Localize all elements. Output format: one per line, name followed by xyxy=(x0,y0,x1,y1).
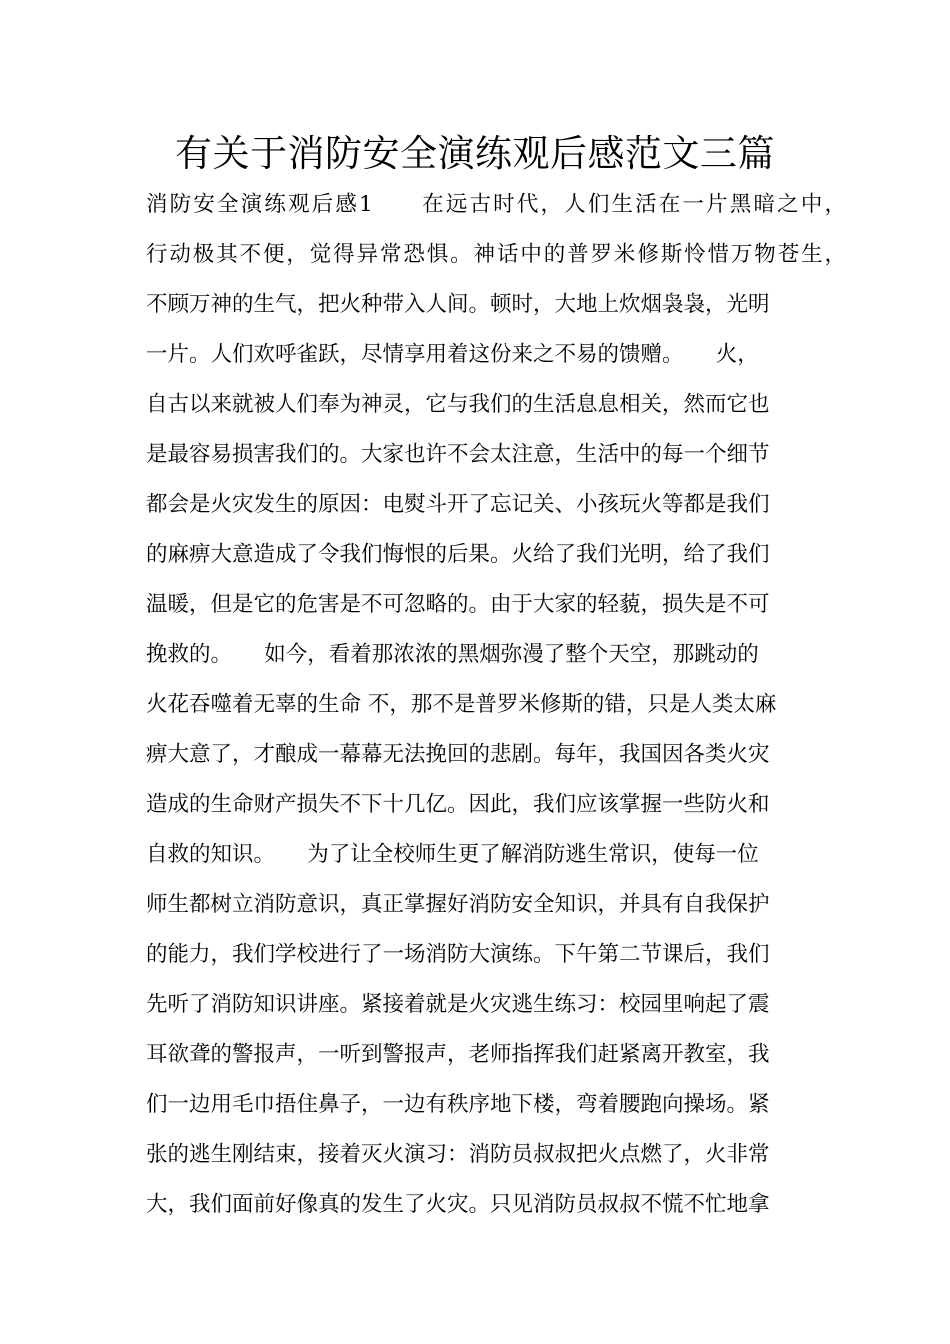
document-title: 有关于消防安全演练观后感范文三篇 xyxy=(175,132,775,175)
text-line: 张的逃生刚结束，接着灭火演习：消防员叔叔把火点燃了，火非常 xyxy=(146,1142,770,1167)
text-line: 的能力，我们学校进行了一场消防大演练。下午第二节课后，我们 xyxy=(146,942,770,967)
text-line: 火花吞噬着无辜的生命 不，那不是普罗米修斯的错，只是人类太麻 xyxy=(146,692,777,717)
text-line: 先听了消防知识讲座。紧接着就是火灾逃生练习：校园里响起了震 xyxy=(146,992,770,1017)
text-line: 不顾万神的生气，把火种带入人间。顿时，大地上炊烟袅袅，光明 xyxy=(146,292,770,317)
text-line: 大，我们面前好像真的发生了火灾。只见消防员叔叔不慌不忙地拿 xyxy=(146,1192,770,1217)
text-line: 自救的知识。 为了让全校师生更了解消防逃生常识，使每一位 xyxy=(146,842,759,867)
text-line: 一片。人们欢呼雀跃，尽情享用着这份来之不易的馈赠。 火， xyxy=(146,342,759,367)
text-line: 挽救的。 如今，看着那浓浓的黑烟弥漫了整个天空，那跳动的 xyxy=(146,642,759,667)
text-line: 耳欲聋的警报声，一听到警报声，老师指挥我们赶紧离开教室，我 xyxy=(146,1042,770,1067)
text-line: 消防安全演练观后感1 在远古时代，人们生活在一片黑暗之中， xyxy=(146,192,846,217)
text-line: 造成的生命财产损失不下十几亿。因此，我们应该掌握一些防火和 xyxy=(146,792,770,817)
text-line: 痹大意了，才酿成一幕幕无法挽回的悲剧。每年，我国因各类火灾 xyxy=(146,742,770,767)
document-body xyxy=(146,180,846,1230)
text-line: 的麻痹大意造成了令我们悔恨的后果。火给了我们光明，给了我们 xyxy=(146,542,770,567)
text-line: 师生都树立消防意识，真正掌握好消防安全知识，并具有自我保护 xyxy=(146,892,770,917)
text-line: 行动极其不便，觉得异常恐惧。神话中的普罗米修斯怜惜万物苍生， xyxy=(146,242,846,267)
text-line: 都会是火灾发生的原因：电熨斗开了忘记关、小孩玩火等都是我们 xyxy=(146,492,770,517)
text-line: 温暖，但是它的危害是不可忽略的。由于大家的轻藐，损失是不可 xyxy=(146,592,770,617)
text-line: 们一边用毛巾捂住鼻子，一边有秩序地下楼，弯着腰跑向操场。紧 xyxy=(146,1092,770,1117)
text-line: 自古以来就被人们奉为神灵，它与我们的生活息息相关，然而它也 xyxy=(146,392,770,417)
text-line: 是最容易损害我们的。大家也许不会太注意，生活中的每一个细节 xyxy=(146,442,770,467)
